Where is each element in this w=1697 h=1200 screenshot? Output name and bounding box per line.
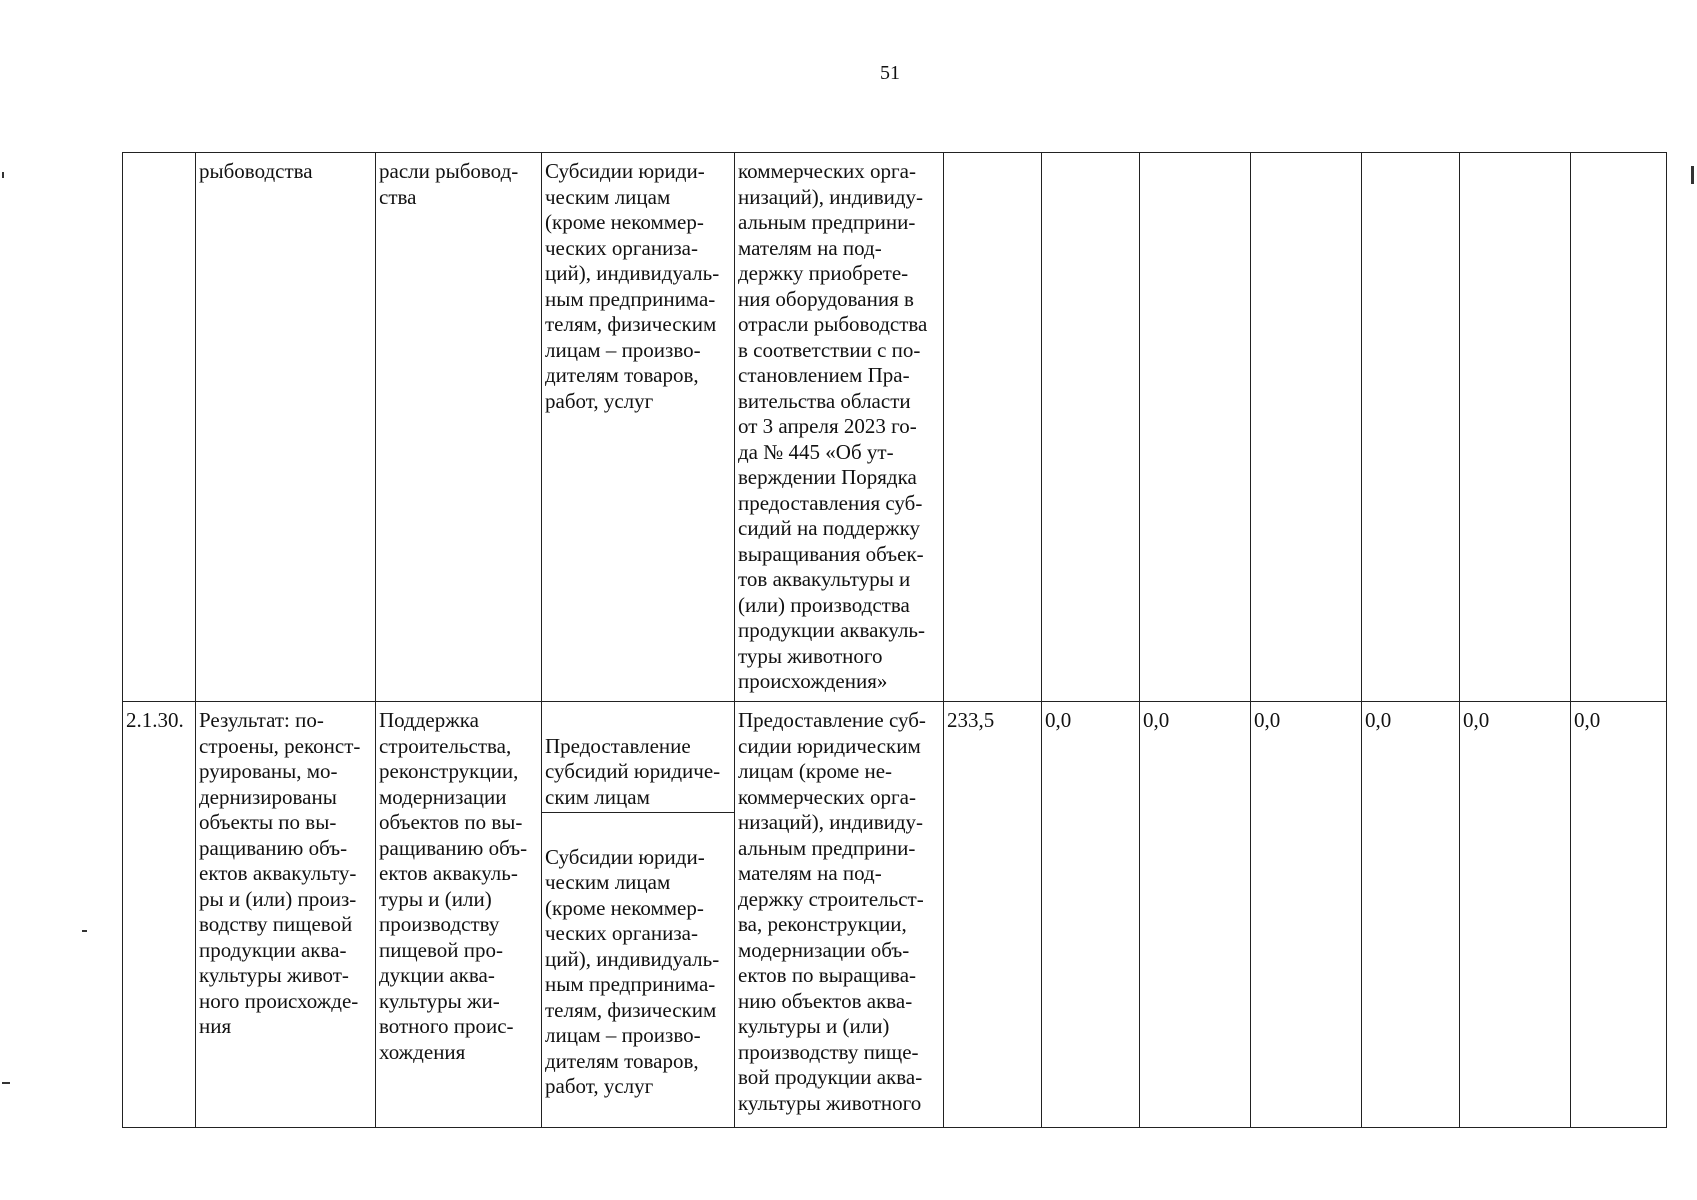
cell-description: коммерческих орга- низаций), индивиду- альным предприни- мателям на под- держку приобрете- ния оборудования в отрасли рыбоводства в соответствии с по- становлением Пра- вительства области от 3 апреля 2023 го- да № 445 «Об ут- верждении Порядка предоставления суб- сидий на поддержку выращивания объек- тов аквакультуры и (или) производства продукции аквакуль- туры животного происхождения» bbox=[735, 153, 944, 702]
scan-mark-dot bbox=[82, 930, 87, 932]
cell-direction bbox=[542, 702, 735, 1128]
table-row bbox=[123, 702, 1667, 1128]
cell-value: 0,0 bbox=[1251, 702, 1362, 1128]
cell-value: 0,0 bbox=[1042, 702, 1140, 1128]
program-table bbox=[122, 152, 1667, 1128]
cell-value: 233,5 bbox=[944, 702, 1042, 1128]
cell-value bbox=[944, 153, 1042, 702]
cell-value bbox=[1460, 153, 1571, 702]
cell-value: 0,0 bbox=[1460, 702, 1571, 1128]
cell-value: 0,0 bbox=[1140, 702, 1251, 1128]
cell-value bbox=[1571, 153, 1667, 702]
cell-value bbox=[1251, 153, 1362, 702]
cell-direction-top: Предоставление субсидий юридиче- ским лицам bbox=[542, 728, 734, 814]
cell-measure: расли рыбовод- ства bbox=[376, 153, 542, 702]
cell-value: 0,0 bbox=[1571, 702, 1667, 1128]
scan-mark-bottom-left bbox=[2, 1082, 10, 1084]
page-number: 51 bbox=[880, 62, 900, 84]
cell-result: рыбоводства bbox=[196, 153, 376, 702]
scan-mark-left bbox=[2, 172, 4, 178]
cell-num bbox=[123, 153, 196, 702]
cell-value bbox=[1042, 153, 1140, 702]
cell-num: 2.1.30. bbox=[123, 702, 196, 1128]
scan-mark-right bbox=[1691, 166, 1694, 184]
cell-measure: Поддержка строительства, реконструкции, модернизации объектов по вы- ращиванию объ- ектов аквакуль- туры и (или) производству пищевой про- дукции аква- культуры жи- вотного проис- хождения bbox=[376, 702, 542, 1128]
cell-value bbox=[1362, 153, 1460, 702]
table-row bbox=[123, 153, 1667, 702]
cell-description: Предоставление суб- сидии юридическим лицам (кроме не- коммерческих орга- низаций), индивиду- альным предприни- мателям на под- держку строительст- ва, реконструкции, модернизации объ- ектов по выращива- нию объектов аква- культуры и (или) производству пище- вой продукции аква- культуры животного bbox=[735, 702, 944, 1128]
cell-direction: Субсидии юриди- ческим лицам (кроме некоммер- ческих организа- ций), индивидуаль- ным предпринима- телям, физическим лицам – произво- дителям товаров, работ, услуг bbox=[542, 153, 735, 702]
cell-direction-bottom: Субсидии юриди- ческим лицам (кроме некоммер- ческих организа- ций), индивидуаль- ным предпринима- телям, физическим лицам – произво- дителям товаров, работ, услуг bbox=[545, 844, 720, 1098]
cell-value bbox=[1140, 153, 1251, 702]
cell-value: 0,0 bbox=[1362, 702, 1460, 1128]
cell-result: Результат: по- строены, реконст- руированы, мо- дернизированы объекты по вы- ращиванию объ- ектов аквакульту- ры и (или) произ- водству пищевой продукции аква- культуры живот- ного происхожде- ния bbox=[196, 702, 376, 1128]
